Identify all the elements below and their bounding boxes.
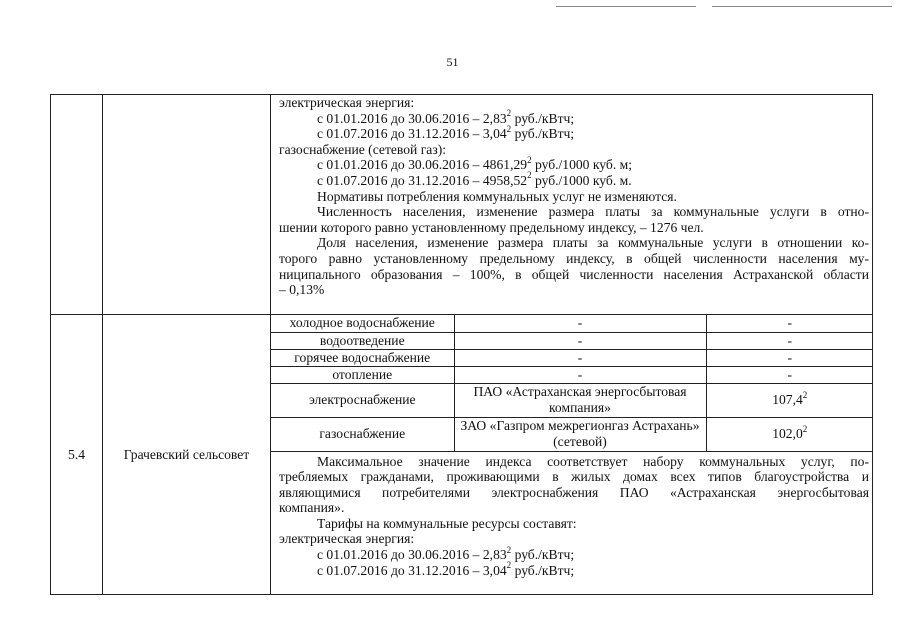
- table-row-5-4: [51, 315, 873, 595]
- service-row: [271, 332, 873, 349]
- service-provider: -: [454, 332, 706, 349]
- tariff-line: с 01.01.2016 до 30.06.2016 – 4861,29$^2$ руб./1000 куб. м;: [317, 154, 632, 173]
- service-index: -: [706, 349, 873, 366]
- prev-name-cell: [103, 95, 271, 315]
- max-index-text: являющимися потребителями электроснабжения ПАО «Астраханская энергосбытовая: [279, 484, 869, 500]
- tariff-line: с 01.07.2016 до 31.12.2016 – 3,04$^2$ руб./кВтч;: [317, 560, 575, 578]
- service-name: отопление: [271, 366, 454, 383]
- tariffs-intro: Тарифы на коммунальные ресурсы составят:: [317, 515, 577, 531]
- service-name: холодное водоснабжение: [271, 315, 454, 332]
- share-text: торого равно установленному предельному индексу, в общей численности населения му-: [279, 250, 869, 266]
- service-provider: -: [454, 366, 706, 383]
- indices-table: [50, 94, 873, 595]
- service-provider: ЗАО «Газпром межрегионгаз Астрахань» (сетевой): [454, 417, 706, 451]
- service-row: [271, 383, 873, 417]
- service-provider: ПАО «Астраханская энергосбытовая компания»: [454, 383, 706, 417]
- tariff-line: с 01.01.2016 до 30.06.2016 – 2,83$^2$ руб./кВтч;: [317, 108, 575, 126]
- service-row: [271, 315, 873, 332]
- service-name: горячее водоснабжение: [271, 349, 454, 366]
- service-name: водоотведение: [271, 332, 454, 349]
- service-name: электроснабжение: [271, 383, 454, 417]
- row-details-cell: [271, 315, 873, 595]
- max-index-text: компания».: [279, 500, 345, 516]
- services-table: [271, 315, 873, 452]
- gas-heading: газоснабжение (сетевой газ):: [279, 141, 446, 157]
- share-text: ниципального образования – 100%, в общей численности населения Астраханской области: [279, 266, 869, 282]
- service-row: [271, 366, 873, 383]
- tariff-line: с 01.07.2016 до 31.12.2016 – 4958,52$^2$ руб./1000 куб. м.: [317, 170, 632, 188]
- service-index: 102,0$^2$: [706, 417, 873, 451]
- norms-text: Нормативы потребления коммунальных услуг не изменяются.: [317, 188, 677, 204]
- electricity-heading: электрическая энергия:: [279, 95, 415, 110]
- top-rule-left: [556, 6, 696, 7]
- service-row: [271, 349, 873, 366]
- tariff-line: с 01.07.2016 до 31.12.2016 – 3,04$^2$ руб./кВтч;: [317, 123, 575, 142]
- tariff-line: с 01.01.2016 до 30.06.2016 – 2,83$^2$ руб./кВтч;: [317, 544, 575, 563]
- service-provider: -: [454, 315, 706, 332]
- top-rule-right: [712, 6, 892, 7]
- service-row: [271, 417, 873, 451]
- max-index-text: Максимальное значение индекса соответствует набору коммунальных услуг, по-: [317, 453, 869, 469]
- service-name: газоснабжение: [271, 417, 454, 451]
- prev-text-cell: [271, 95, 873, 315]
- service-index: -: [706, 332, 873, 349]
- page-number: 51: [446, 55, 459, 69]
- share-text: Доля населения, изменение размера платы за коммунальные услуги в отношении ко-: [317, 235, 869, 251]
- share-text: – 0,13%: [279, 282, 325, 298]
- population-text: Численность населения, изменение размера платы за коммунальные услуги в отно-: [317, 204, 869, 220]
- electricity-heading: электрическая энергия:: [279, 531, 415, 547]
- service-index: 107,4$^2$: [706, 383, 873, 417]
- service-index: -: [706, 315, 873, 332]
- population-text: шении которого равно установленному предельному индексу, – 1276 чел.: [279, 219, 704, 235]
- service-provider: -: [454, 349, 706, 366]
- max-index-text: требляемых гражданами, проживающими в жилых домах всех типов благоустройства и: [279, 469, 869, 485]
- row-number: 5.4: [51, 315, 103, 595]
- table-row-previous: [51, 95, 873, 315]
- service-index: -: [706, 366, 873, 383]
- prev-number-cell: [51, 95, 103, 315]
- municipality-name: Грачевский сельсовет: [103, 315, 271, 595]
